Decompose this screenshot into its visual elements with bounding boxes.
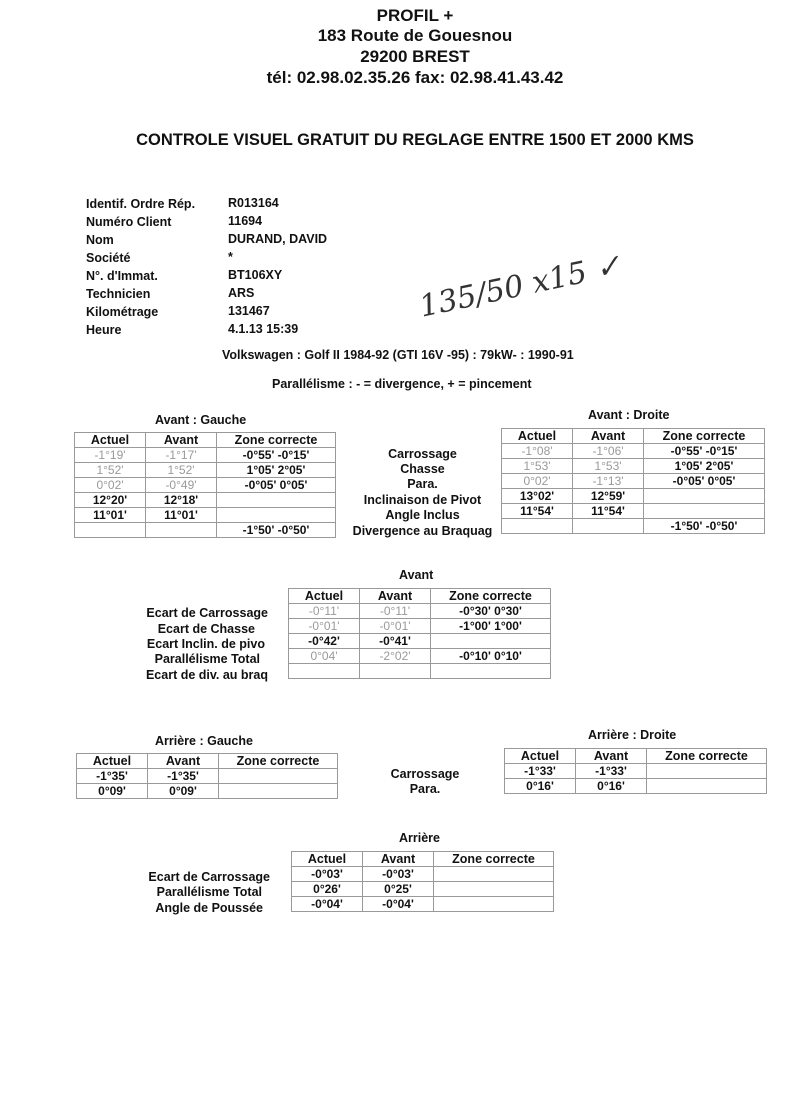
table-cell: -0°03'	[292, 867, 363, 882]
col-zone-correcte: Zone correcte	[434, 852, 554, 867]
table-row	[75, 463, 336, 478]
table-cell	[289, 664, 360, 679]
table-cell: 0°25'	[363, 882, 434, 897]
table-header-row	[502, 429, 765, 444]
table-cell	[647, 779, 767, 794]
table-cell: -0°11'	[360, 604, 431, 619]
table-cell	[647, 764, 767, 779]
table-cell: 12°18'	[146, 493, 217, 508]
col-zone-correcte: Zone correcte	[219, 754, 338, 769]
front-left-title: Avant : Gauche	[155, 413, 247, 427]
front-right-title: Avant : Droite	[588, 408, 670, 422]
col-zone-correcte: Zone correcte	[431, 589, 551, 604]
table-cell	[431, 664, 551, 679]
front-label: Para.	[407, 477, 438, 491]
info-label: Identif. Ordre Rép.	[86, 197, 196, 211]
rear-right-table	[504, 748, 767, 794]
col-avant: Avant	[148, 754, 219, 769]
table-cell	[219, 784, 338, 799]
front-axle-label: Ecart Inclin. de pivo	[146, 637, 265, 651]
handwritten-tire-note: 135/50 x15 ✓	[416, 247, 625, 325]
info-label: N°. d'Immat.	[86, 269, 158, 283]
table-cell: -1°50' -0°50'	[217, 523, 336, 538]
document-title: CONTROLE VISUEL GRATUIT DU REGLAGE ENTRE 1500 ET 2000 KMS	[136, 131, 694, 149]
table-cell: -1°17'	[146, 448, 217, 463]
rear-axle-table	[291, 851, 554, 912]
info-value: BT106XY	[228, 268, 283, 282]
info-label: Kilométrage	[86, 305, 159, 319]
table-row	[292, 867, 554, 882]
col-actuel: Actuel	[75, 433, 146, 448]
table-row	[292, 882, 554, 897]
rear-axle-label: Ecart de Carrossage	[148, 870, 270, 884]
rear-axle-label: Angle de Poussée	[155, 901, 263, 915]
table-row	[289, 634, 551, 649]
company-phone-fax: tél: 02.98.02.35.26 fax: 02.98.41.43.42	[266, 68, 564, 87]
table-cell: 1°53'	[573, 459, 644, 474]
table-cell: -0°11'	[289, 604, 360, 619]
info-value: R013164	[228, 196, 279, 210]
table-header-row	[75, 433, 336, 448]
table-cell: -0°05' 0°05'	[644, 474, 765, 489]
table-cell: 0°26'	[292, 882, 363, 897]
table-cell: 0°09'	[148, 784, 219, 799]
table-cell: -0°49'	[146, 478, 217, 493]
table-cell: 0°04'	[289, 649, 360, 664]
col-avant: Avant	[573, 429, 644, 444]
table-cell: 11°01'	[146, 508, 217, 523]
table-cell: -1°08'	[502, 444, 573, 459]
rear-label: Para.	[409, 782, 441, 796]
table-cell: 0°16'	[576, 779, 647, 794]
table-cell: 11°54'	[573, 504, 644, 519]
table-header-row	[505, 749, 767, 764]
rear-left-table	[76, 753, 338, 799]
table-row	[289, 619, 551, 634]
table-cell: -1°19'	[75, 448, 146, 463]
table-cell	[217, 508, 336, 523]
front-axle-label: Ecart de div. au braq	[145, 668, 268, 682]
table-cell	[431, 634, 551, 649]
table-cell	[573, 519, 644, 534]
info-value: 11694	[228, 214, 263, 228]
table-cell: 1°05' 2°05'	[217, 463, 336, 478]
table-cell	[434, 867, 554, 882]
table-cell: 11°54'	[502, 504, 573, 519]
table-row	[502, 474, 765, 489]
table-cell: -1°00' 1°00'	[431, 619, 551, 634]
info-value: 4.1.13 15:39	[228, 322, 299, 336]
table-cell	[644, 489, 765, 504]
table-cell: 11°01'	[75, 508, 146, 523]
rear-axle-label: Parallélisme Total	[156, 885, 262, 899]
table-cell	[146, 523, 217, 538]
table-cell: 12°59'	[573, 489, 644, 504]
table-cell: 1°05' 2°05'	[644, 459, 765, 474]
table-cell	[434, 882, 554, 897]
table-row	[77, 784, 338, 799]
rear-label: Carrossage	[390, 767, 460, 781]
col-avant: Avant	[363, 852, 434, 867]
front-axle-label: Parallélisme Total	[154, 652, 260, 666]
col-avant: Avant	[360, 589, 431, 604]
table-cell: -0°05' 0°05'	[217, 478, 336, 493]
table-cell	[644, 504, 765, 519]
info-label: Technicien	[86, 287, 151, 301]
table-cell: -1°35'	[148, 769, 219, 784]
table-cell	[75, 523, 146, 538]
col-zone-correcte: Zone correcte	[647, 749, 767, 764]
table-cell: 1°52'	[146, 463, 217, 478]
front-label: Inclinaison de Pivot	[363, 493, 482, 507]
table-cell: -0°04'	[363, 897, 434, 912]
table-cell: 0°16'	[505, 779, 576, 794]
table-cell: -0°04'	[292, 897, 363, 912]
col-actuel: Actuel	[502, 429, 573, 444]
table-row	[289, 604, 551, 619]
table-cell: -1°33'	[576, 764, 647, 779]
table-row	[502, 489, 765, 504]
table-header-row	[289, 589, 551, 604]
front-axle-table	[288, 588, 551, 679]
table-cell: -1°35'	[77, 769, 148, 784]
col-actuel: Actuel	[292, 852, 363, 867]
table-cell: -0°42'	[289, 634, 360, 649]
table-cell: -0°55' -0°15'	[217, 448, 336, 463]
vehicle-description: Volkswagen : Golf II 1984-92 (GTI 16V -95) : 79kW- : 1990-91	[222, 348, 574, 362]
table-row	[505, 779, 767, 794]
table-cell: 13°02'	[502, 489, 573, 504]
info-value: ARS	[228, 286, 255, 300]
table-cell	[219, 769, 338, 784]
col-actuel: Actuel	[505, 749, 576, 764]
table-cell: -2°02'	[360, 649, 431, 664]
table-row	[502, 444, 765, 459]
table-cell: -0°03'	[363, 867, 434, 882]
table-cell: -0°01'	[360, 619, 431, 634]
table-row	[75, 448, 336, 463]
front-left-table	[74, 432, 336, 538]
table-header-row	[292, 852, 554, 867]
front-right-table	[501, 428, 765, 534]
table-cell: -0°01'	[289, 619, 360, 634]
front-label: Chasse	[400, 462, 445, 476]
table-cell	[434, 897, 554, 912]
info-label: Heure	[86, 323, 122, 337]
col-actuel: Actuel	[289, 589, 360, 604]
info-value: 131467	[228, 304, 270, 318]
col-zone-correcte: Zone correcte	[644, 429, 765, 444]
front-label: Divergence au Braquag	[352, 524, 493, 538]
table-row	[292, 897, 554, 912]
table-cell: -0°10' 0°10'	[431, 649, 551, 664]
company-city: 29200 BREST	[360, 47, 470, 66]
table-cell: 1°53'	[502, 459, 573, 474]
front-axle-label: Ecart de Chasse	[157, 622, 255, 636]
table-row	[75, 493, 336, 508]
table-row	[75, 478, 336, 493]
table-cell: -1°33'	[505, 764, 576, 779]
col-avant: Avant	[576, 749, 647, 764]
info-label: Nom	[86, 233, 114, 247]
table-cell	[360, 664, 431, 679]
table-cell: -1°06'	[573, 444, 644, 459]
table-cell: -0°41'	[360, 634, 431, 649]
col-zone-correcte: Zone correcte	[217, 433, 336, 448]
col-avant: Avant	[146, 433, 217, 448]
table-cell: 12°20'	[75, 493, 146, 508]
table-cell: -0°30' 0°30'	[431, 604, 551, 619]
table-cell: 0°09'	[77, 784, 148, 799]
table-cell: -0°55' -0°15'	[644, 444, 765, 459]
front-axle-label: Ecart de Carrossage	[146, 606, 268, 620]
table-row	[77, 769, 338, 784]
table-header-row	[77, 754, 338, 769]
front-label: Carrossage	[388, 447, 457, 461]
table-cell	[217, 493, 336, 508]
info-label: Numéro Client	[86, 215, 172, 229]
col-actuel: Actuel	[77, 754, 148, 769]
table-row	[75, 508, 336, 523]
rear-axle-title: Arrière	[399, 831, 440, 845]
table-row	[502, 519, 765, 534]
front-axle-title: Avant	[399, 568, 434, 582]
table-row	[505, 764, 767, 779]
table-row	[75, 523, 336, 538]
table-row	[502, 504, 765, 519]
table-cell: -1°13'	[573, 474, 644, 489]
table-cell: -1°50' -0°50'	[644, 519, 765, 534]
front-label: Angle Inclus	[385, 508, 460, 522]
company-street: 183 Route de Gouesnou	[317, 26, 513, 45]
rear-left-title: Arrière : Gauche	[155, 734, 253, 748]
info-value: DURAND, DAVID	[228, 232, 328, 246]
table-row	[502, 459, 765, 474]
table-row	[289, 664, 551, 679]
parallelism-note: Parallélisme : - = divergence, + = pincement	[272, 377, 532, 391]
info-label: Société	[86, 251, 131, 265]
table-cell	[502, 519, 573, 534]
table-row	[289, 649, 551, 664]
table-cell: 1°52'	[75, 463, 146, 478]
table-cell: 0°02'	[75, 478, 146, 493]
info-value: *	[228, 250, 233, 264]
rear-right-title: Arrière : Droite	[588, 728, 677, 742]
table-cell: 0°02'	[502, 474, 573, 489]
company-name: PROFIL +	[376, 6, 454, 25]
